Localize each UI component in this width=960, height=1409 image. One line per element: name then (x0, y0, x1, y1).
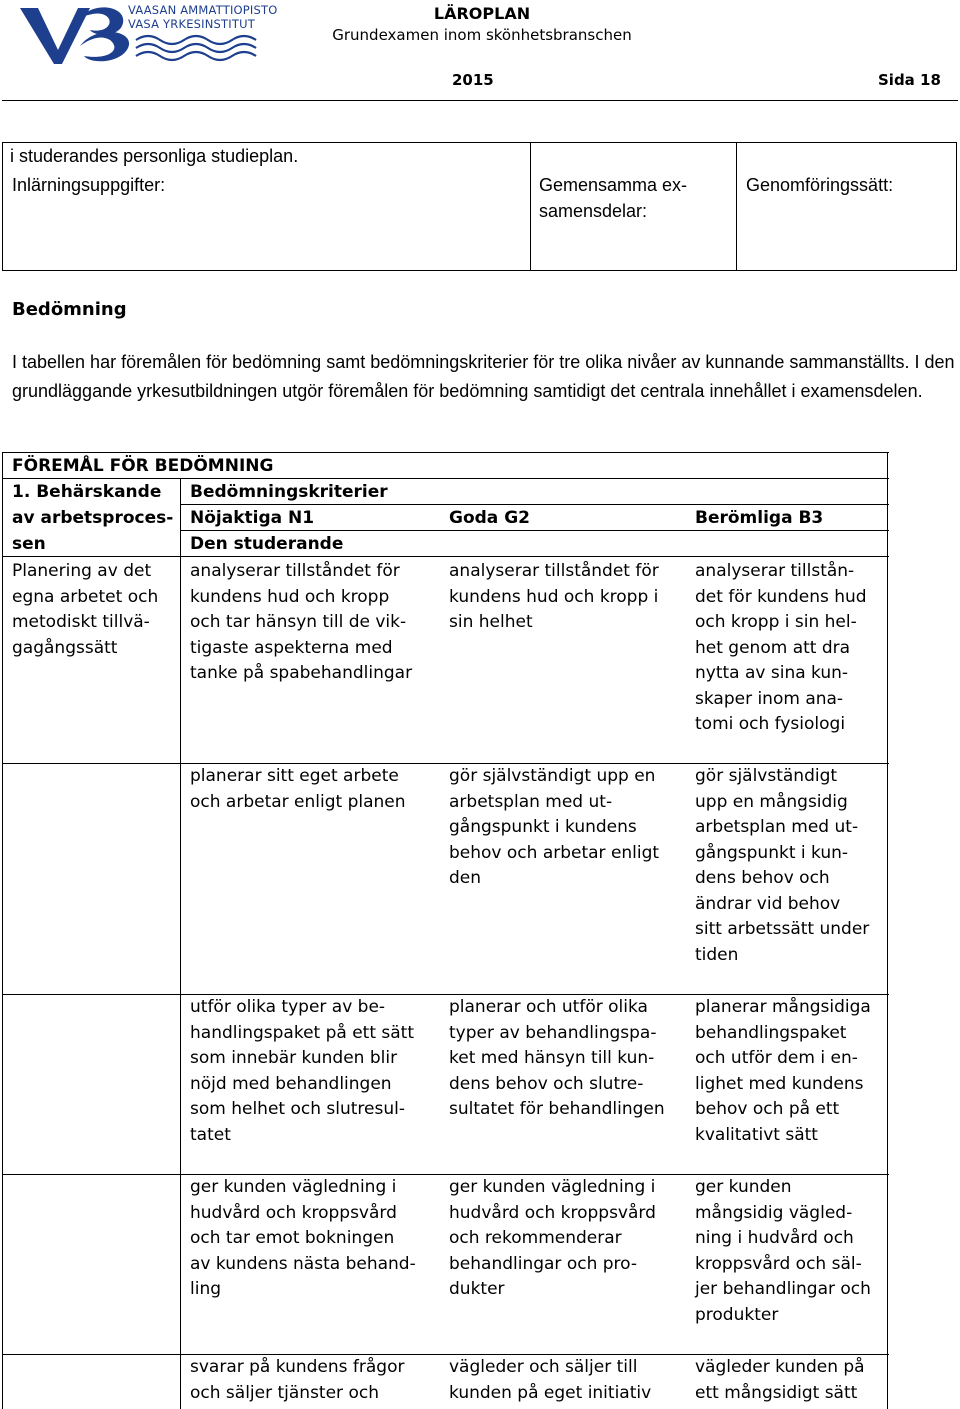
criteria-line: mångsidig vägled- (695, 1202, 853, 1223)
criteria-line: upp en mångsidig (695, 791, 848, 812)
criteria-line: analyserar tillstån- (695, 561, 855, 581)
org-name-finnish: VAASAN AMMATTIOPISTO (128, 3, 278, 17)
header-divider (2, 100, 958, 101)
criteria-g2-cell (449, 764, 659, 892)
level-label-n1: Nöjaktiga N1 (190, 508, 315, 528)
criteria-g2-cell (449, 559, 659, 636)
criteria-line: sin helhet (449, 612, 533, 632)
criteria-n1-cell (190, 764, 406, 815)
table-divider (736, 143, 737, 270)
criteria-line: analyserar tillståndet för (449, 561, 659, 581)
criteria-line: tigaste aspekterna med (190, 637, 393, 658)
assessment-object-line: Planering av det (12, 561, 152, 581)
criteria-line: hudvård och kroppsvård (449, 1202, 656, 1223)
criteria-line: hudvård och kroppsvård (190, 1202, 397, 1223)
criteria-line: och tar hänsyn till de vik- (190, 612, 407, 632)
criteria-line: skaper inom ana- (695, 688, 844, 709)
table-border (2, 452, 889, 453)
table-border (180, 478, 181, 1409)
criteria-line: och kropp i sin hel- (695, 612, 857, 632)
criteria-line: tiden (695, 944, 739, 965)
criteria-line: den (449, 868, 482, 888)
assessment-object-line: gagångssätt (12, 637, 118, 658)
criteria-b3-cell (695, 559, 867, 738)
criteria-line: kundens hud och kropp i (449, 586, 659, 607)
criteria-line: av kundens nästa behand- (190, 1253, 416, 1274)
criteria-line: tanke på spabehandlingar (190, 663, 413, 683)
document-subtitle: Grundexamen inom skönhetsbranschen (332, 26, 632, 44)
criteria-line: utför olika typer av be- (190, 997, 386, 1017)
criteria-line: vägleder och säljer till (449, 1357, 638, 1377)
criteria-line: kunden på eget initiativ (449, 1382, 652, 1403)
criteria-line: arbetsplan med ut- (695, 817, 859, 837)
criteria-line: kroppsvård och säl- (695, 1253, 862, 1274)
learning-tasks-label: Inlärningsuppgifter: (12, 175, 166, 195)
criteria-line: dens behov och (695, 868, 830, 888)
criteria-b3-cell (695, 995, 871, 1148)
criteria-line: och tar emot bokningen (190, 1228, 395, 1248)
criteria-line: gångspunkt i kundens (449, 817, 637, 837)
criteria-line: det för kundens hud (695, 586, 867, 607)
criteria-b3-cell (695, 1355, 865, 1406)
criteria-line: sitt arbetssätt under (695, 919, 870, 939)
criteria-n1-cell (190, 1175, 416, 1303)
criteria-line: sultatet för behandlingen (449, 1099, 665, 1119)
criteria-line: ger kunden (695, 1177, 792, 1197)
criteria-line: gör självständigt upp en (449, 766, 656, 786)
criteria-g2-cell (449, 995, 665, 1123)
table-divider (530, 143, 531, 270)
criteria-line: ning i hudvård och (695, 1228, 854, 1248)
common-parts-label-line: Gemensamma ex- (539, 175, 688, 195)
assessment-object-line: egna arbetet och (12, 586, 159, 607)
criteria-line: tatet (190, 1124, 231, 1145)
criteria-line: jer behandlingar och (695, 1279, 871, 1299)
common-parts-label (539, 172, 687, 224)
criteria-line: typer av behandlingspa- (449, 1022, 657, 1043)
criteria-line: het genom att dra (695, 637, 851, 658)
criteria-line: och arbetar enligt planen (190, 791, 406, 812)
section-heading: Bedömning (12, 299, 127, 320)
continuation-text: i studerandes personliga studieplan. (10, 146, 302, 167)
criteria-b3-cell (695, 764, 869, 968)
criteria-line: ett mångsidigt sätt (695, 1382, 858, 1403)
criteria-line: planerar mångsidiga (695, 997, 871, 1017)
page-number: Sida 18 (878, 71, 941, 89)
criteria-line: som helhet och slutresul- (190, 1099, 405, 1119)
criteria-line: kundens hud och kropp (190, 586, 390, 607)
criteria-line: behandlingar och pro- (449, 1253, 638, 1274)
level-label-b3: Berömliga B3 (695, 508, 824, 528)
criteria-line: ger kunden vägledning i (449, 1177, 656, 1197)
criteria-line: behandlingspaket (695, 1022, 847, 1043)
section-paragraph: I tabellen har föremålen för bedömning samt bedömningskriterier för tre olika nivåer av kunnande sammanställts. I den grundläggande yrkesutbildningen utgör föremålen för bedömning samtidigt det centrala innehållet i examensdelen. (12, 352, 955, 401)
item-title-line: sen (12, 534, 46, 554)
assessment-object-line: metodiskt tillvä- (12, 612, 150, 632)
criteria-line: ling (190, 1279, 222, 1299)
criteria-line: produkter (695, 1304, 779, 1325)
criteria-line: behov och arbetar enligt (449, 842, 660, 863)
item-title-line: av arbetsproces- (12, 508, 174, 528)
criteria-line: behov och på ett (695, 1099, 840, 1119)
org-name-swedish: VASA YRKESINSTITUT (128, 17, 255, 31)
assessment-title: FÖREMÅL FÖR BEDÖMNING (12, 456, 274, 476)
criteria-line: tomi och fysiologi (695, 714, 846, 734)
criteria-line: dukter (449, 1279, 505, 1299)
criteria-line: ket med hänsyn till kun- (449, 1048, 655, 1068)
criteria-line: arbetsplan med ut- (449, 791, 613, 812)
criteria-line: lighet med kundens (695, 1073, 864, 1094)
criteria-g2-cell (449, 1175, 656, 1303)
criteria-line: kvalitativt sätt (695, 1124, 818, 1145)
criteria-line: vägleder kunden på (695, 1357, 865, 1377)
criteria-line: svarar på kundens frågor (190, 1357, 405, 1377)
criteria-line: ändrar vid behov (695, 893, 841, 914)
criteria-line: ger kunden vägledning i (190, 1177, 397, 1197)
criteria-line: planerar och utför olika (449, 997, 648, 1017)
criteria-g2-cell (449, 1355, 651, 1406)
criteria-line: och säljer tjänster och (190, 1382, 379, 1403)
common-parts-label-line: samensdelar: (539, 201, 648, 221)
document-year: 2015 (452, 71, 494, 89)
criteria-line: nytta av sina kun- (695, 663, 849, 683)
criteria-line: handlingspaket på ett sätt (190, 1022, 415, 1043)
table-border (2, 556, 889, 557)
criteria-n1-cell (190, 995, 414, 1148)
table-border (2, 452, 3, 1409)
document-title: LÄROPLAN (433, 4, 531, 23)
criteria-line: och utför dem i en- (695, 1048, 858, 1068)
criteria-line: analyserar tillståndet för (190, 561, 400, 581)
criteria-line: nöjd med behandlingen (190, 1073, 392, 1094)
criteria-line: som innebär kunden blir (190, 1048, 398, 1068)
assessment-object (12, 559, 158, 661)
item-title-line: 1. Behärskande (12, 482, 162, 502)
the-student-label: Den studerande (190, 534, 344, 554)
criteria-line: och rekommenderar (449, 1228, 622, 1248)
criteria-line: gör självständigt (695, 766, 838, 786)
criteria-line: dens behov och slutre- (449, 1073, 644, 1094)
criteria-line: planerar sitt eget arbete (190, 766, 399, 786)
table-border (887, 452, 888, 1409)
criteria-n1-cell (190, 1355, 404, 1406)
criteria-label: Bedömningskriterier (190, 482, 388, 502)
implementation-label: Genomföringssätt: (746, 175, 894, 195)
criteria-n1-cell (190, 559, 412, 687)
criteria-b3-cell (695, 1175, 871, 1328)
criteria-line: gångspunkt i kun- (695, 842, 849, 863)
level-label-g2: Goda G2 (449, 508, 530, 528)
